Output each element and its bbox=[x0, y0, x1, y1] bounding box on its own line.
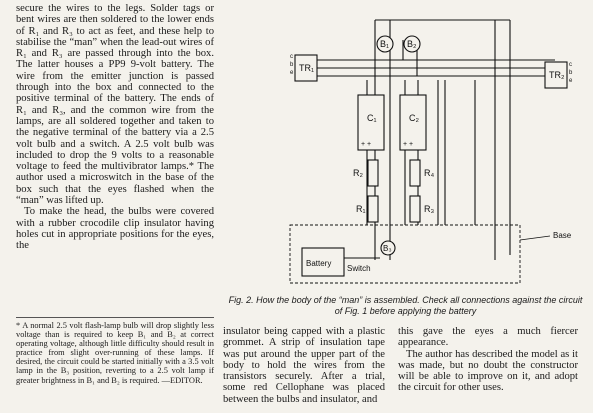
r2-resistor bbox=[368, 160, 378, 186]
right-text-column bbox=[398, 326, 578, 394]
r4-resistor bbox=[410, 160, 420, 186]
circuit-diagram bbox=[220, 0, 593, 290]
left-paragraph-1: secure the wires to the legs. Solder tags or bent wires are then soldered to the lower ends of R₁ and R₃ to act as feet, and these help to stabilise the “man” when the lead-out wires of R₁ and R₃ are passed through into the box. The latter houses a PP9 9-volt battery. The wire from the emitter junction is passed through into the box and connected to the positive terminal of the battery. The ends of R₁ and R₃, and the common wire from the lamps, are all soldered together and taken to the negative terminal of the battery via a 2.5 volt bulb and a switch. A 2.5 volt bulb was included to drop the 9 volts to a reasonable voltage to feed the multivibrator lamps.* The author used a microswitch in the base of the box such that the eyes flashed when the “man” was lifted up. bbox=[16, 3, 214, 207]
r4-label: R₄ bbox=[424, 168, 435, 178]
c2-label: C₂ bbox=[409, 113, 419, 123]
switch-label: Switch bbox=[347, 264, 371, 273]
tr1-pin-c: c bbox=[290, 54, 293, 60]
base-label: Base bbox=[553, 231, 572, 240]
middle-text-column bbox=[223, 326, 385, 405]
middle-paragraph: insulator being capped with a plastic grommet. A strip of insulation tape was put around the upper part of the body to hold the wires from the transistors securely. After a trial, some red Cellophane was placed between the bulbs and insulator, and bbox=[223, 326, 385, 405]
tr1-label: TR₁ bbox=[299, 63, 315, 73]
r1-resistor bbox=[368, 196, 378, 222]
left-paragraph-2: To make the head, the bulbs were covered with a rubber crocodile clip insulator having holes cut in appropriate positions for the eyes, the bbox=[16, 206, 214, 252]
b3-label: B₃ bbox=[383, 244, 392, 253]
r2-label: R₂ bbox=[353, 168, 363, 178]
tr1-pin-b: b bbox=[290, 62, 294, 68]
tr2-label: TR₂ bbox=[549, 70, 565, 80]
b1-label: B₁ bbox=[380, 39, 390, 49]
c1-label: C₁ bbox=[367, 113, 377, 123]
right-paragraph-1: this gave the eyes a much fiercer appearance. bbox=[398, 326, 578, 349]
left-text-column bbox=[16, 3, 214, 252]
figure-caption: Fig. 2. How the body of the “man” is assembled. Check all connections against the circuit of Fig. 1 before applying the battery bbox=[228, 295, 583, 316]
tr1-pin-e: e bbox=[290, 70, 294, 76]
tr2-pin-b: b bbox=[569, 70, 573, 76]
c2-plus-mark: + + bbox=[403, 141, 414, 148]
editor-footnote: * A normal 2.5 volt flash-lamp bulb will drop slightly less voltage than is required to keep B₁ and B₂ at correct operating voltage, although little difficulty should result in practice from slight over-running of these lamps. If desired, the circuit could be started initially with a 3.5 volt lamp in the B₃ position, reverting to a 2.5 volt lamp if greater brightness in B₁ and B₂ is required. —EDITOR. bbox=[16, 317, 214, 385]
c1-plus-mark: + + bbox=[361, 141, 372, 148]
r1-label: R₁ bbox=[356, 204, 366, 214]
tr2-pin-e: e bbox=[569, 78, 573, 84]
tr2-pin-c: c bbox=[569, 62, 572, 68]
b2-label: B₂ bbox=[407, 39, 417, 49]
r3-resistor bbox=[410, 196, 420, 222]
right-paragraph-2: The author has described the model as it was made, but no doubt the constructor will be able to improve on it, and adopt the circuit for other uses. bbox=[398, 348, 578, 394]
r3-label: R₃ bbox=[424, 204, 435, 214]
base-pointer bbox=[520, 236, 550, 240]
battery-label: Battery bbox=[306, 259, 332, 268]
